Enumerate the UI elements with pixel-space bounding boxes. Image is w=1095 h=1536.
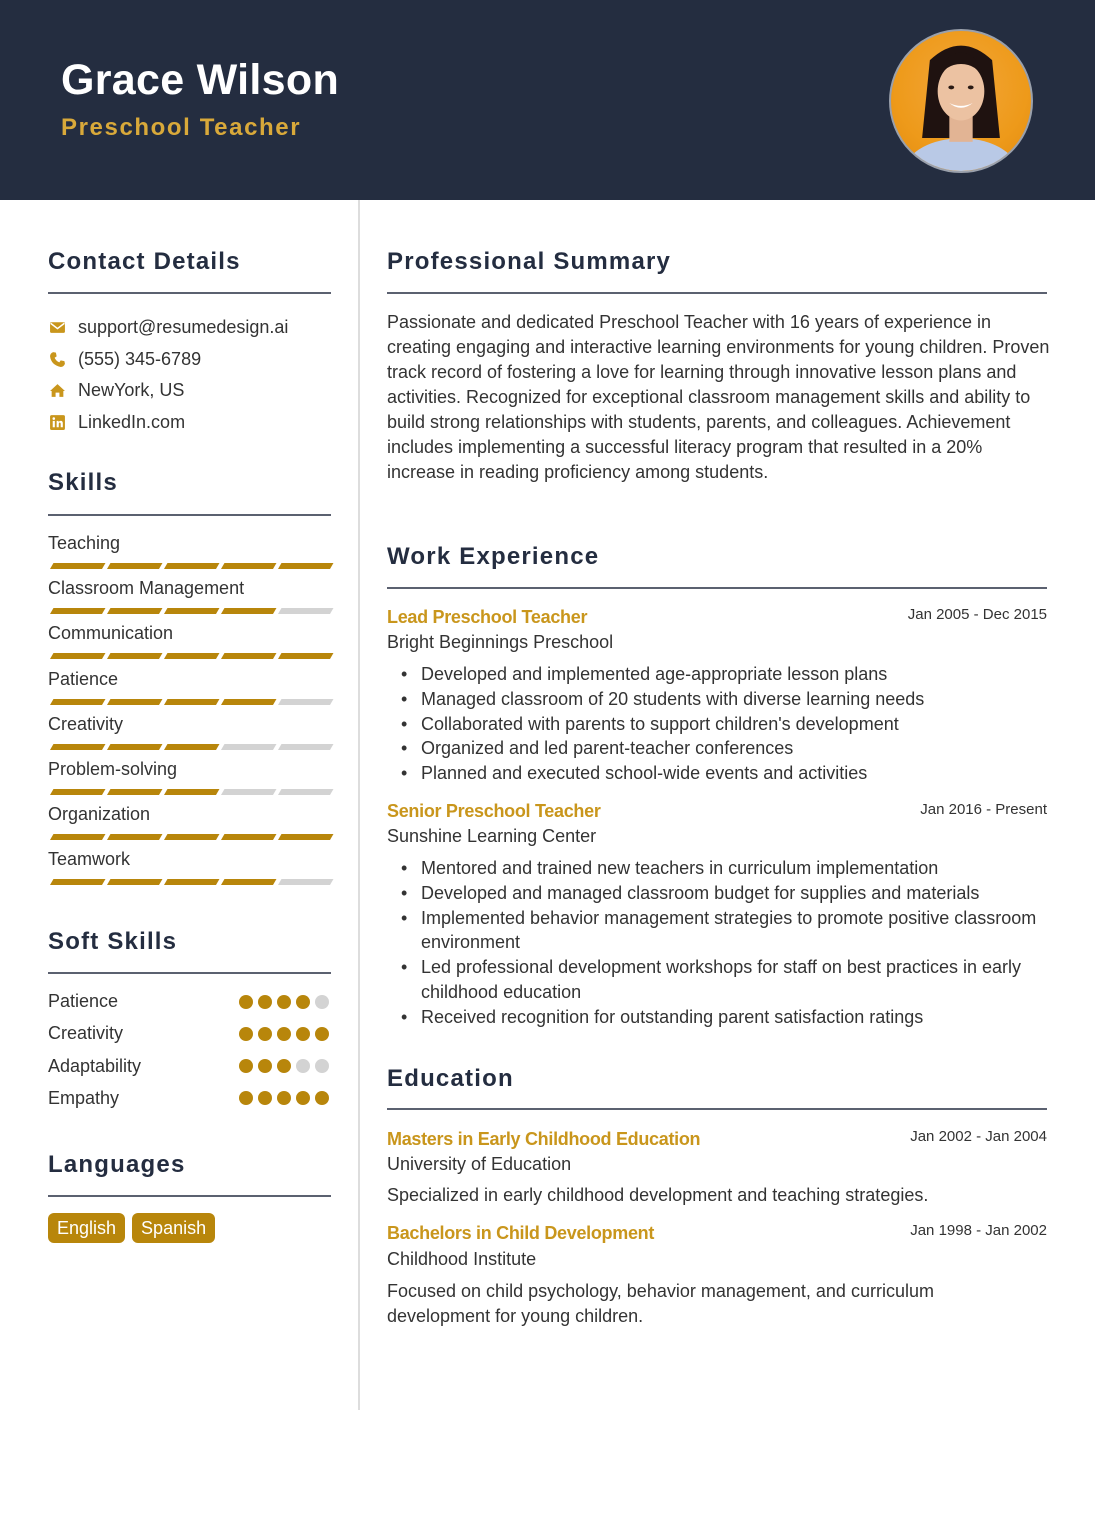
- degree-title: Bachelors in Child Development: [387, 1223, 655, 1243]
- school-name: Childhood Institute: [387, 1249, 537, 1269]
- skill-segment: [278, 834, 333, 840]
- soft-skill-rating: [239, 995, 329, 1009]
- skill-segment: [221, 699, 276, 705]
- skill-segment: [221, 563, 276, 569]
- envelope-icon: [48, 319, 66, 337]
- section-divider: [387, 292, 1047, 294]
- job-bullets: [421, 856, 1051, 1030]
- job-bullet: • Developed and managed classroom budget for supplies and materials: [421, 881, 1051, 906]
- education-section-title: Education: [387, 1065, 514, 1092]
- job-bullet: • Managed classroom of 20 students with diverse learning needs: [421, 687, 1051, 712]
- soft-skill-rating: [239, 1059, 329, 1073]
- job-bullet: • Mentored and trained new teachers in curriculum implementation: [421, 856, 1051, 881]
- skill-segment: [278, 563, 333, 569]
- soft-skill-row: [48, 1056, 331, 1077]
- job-date: Jan 2016 - Present: [920, 801, 1047, 818]
- contact-linkedin[interactable]: [48, 412, 185, 433]
- contact-phone-text: (555) 345-6789: [78, 349, 202, 369]
- rating-dot: [239, 1027, 253, 1041]
- languages-section-title: Languages: [48, 1151, 186, 1178]
- skill-level-bar: [49, 608, 330, 614]
- soft-skill-row: [48, 991, 331, 1012]
- job-bullet: • Collaborated with parents to support children's development: [421, 712, 1051, 737]
- job-title: Senior Preschool Teacher: [387, 801, 601, 821]
- skill-segment: [221, 879, 276, 885]
- skill-label: Teamwork: [48, 849, 131, 870]
- rating-dot: [239, 1059, 253, 1073]
- contact-phone[interactable]: [48, 349, 201, 370]
- rating-dot: [296, 995, 310, 1009]
- skill-level-bar: [49, 653, 330, 659]
- skill-segment: [164, 608, 219, 614]
- skill-segment: [107, 834, 162, 840]
- avatar-portrait-icon: [891, 31, 1031, 171]
- skill-segment: [107, 879, 162, 885]
- language-badge: English: [48, 1213, 125, 1243]
- skill-label: Creativity: [48, 713, 124, 734]
- skill-segment: [164, 699, 219, 705]
- languages-list: [48, 1213, 215, 1243]
- rating-dot: [315, 1027, 329, 1041]
- job-bullet: • Implemented behavior management strategies to promote positive classroom environment: [421, 906, 1051, 956]
- section-divider: [387, 587, 1047, 589]
- rating-dot: [277, 995, 291, 1009]
- section-divider: [48, 292, 331, 294]
- skill-label: Patience: [48, 668, 119, 689]
- rating-dot: [258, 1091, 272, 1105]
- education-date: Jan 1998 - Jan 2002: [910, 1222, 1047, 1239]
- candidate-role: Preschool Teacher: [61, 114, 302, 141]
- soft-skill-label: Patience: [48, 991, 119, 1011]
- skill-segment: [164, 744, 219, 750]
- skill-segment: [164, 834, 219, 840]
- soft-skill-label: Creativity: [48, 1023, 124, 1044]
- skill-segment: [164, 879, 219, 885]
- skill-segment: [278, 653, 333, 659]
- skill-segment: [278, 699, 333, 705]
- school-name: University of Education: [387, 1154, 572, 1174]
- skill-segment: [107, 563, 162, 569]
- contact-location-text: NewYork, US: [78, 380, 185, 400]
- section-divider: [387, 1108, 1047, 1110]
- soft-skills-section-title: Soft Skills: [48, 928, 178, 955]
- job-bullet: • Organized and led parent-teacher conferences: [421, 736, 1051, 761]
- contact-email-text: support@resumedesign.ai: [78, 317, 289, 337]
- rating-dot: [315, 995, 329, 1009]
- skill-segment: [278, 789, 333, 795]
- skill-segment: [164, 563, 219, 569]
- soft-skill-row: [48, 1088, 331, 1109]
- rating-dot: [239, 1091, 253, 1105]
- education-description: Focused on child psychology, behavior management, and curriculum development for young children.: [387, 1281, 934, 1326]
- contact-section-title: Contact Details: [48, 248, 241, 275]
- skill-segment: [164, 789, 219, 795]
- soft-skill-label: Adaptability: [48, 1055, 142, 1076]
- summary-section-title: Professional Summary: [387, 248, 672, 275]
- rating-dot: [258, 1027, 272, 1041]
- skill-level-bar: [49, 834, 330, 840]
- contact-linkedin-text: LinkedIn.com: [78, 412, 186, 432]
- contact-location: [48, 380, 184, 401]
- skill-segment: [278, 744, 333, 750]
- skill-segment: [107, 789, 162, 795]
- skill-segment: [278, 608, 333, 614]
- skill-level-bar: [49, 879, 330, 885]
- skill-label: Classroom Management: [48, 578, 245, 599]
- job-bullet: • Planned and executed school-wide events and activities: [421, 761, 1051, 786]
- skill-label: Problem-solving: [48, 759, 178, 779]
- soft-skill-rating: [239, 1027, 329, 1041]
- skill-level-bar: [49, 789, 330, 795]
- home-icon: [48, 382, 66, 400]
- degree-title: Masters in Early Childhood Education: [387, 1129, 701, 1149]
- skill-segment: [107, 608, 162, 614]
- skills-section-title: Skills: [48, 469, 118, 496]
- rating-dot: [315, 1059, 329, 1073]
- skill-segment: [164, 653, 219, 659]
- skill-segment: [50, 879, 105, 885]
- rating-dot: [277, 1059, 291, 1073]
- skill-segment: [221, 608, 276, 614]
- language-badge: Spanish: [132, 1213, 215, 1243]
- skill-segment: [107, 744, 162, 750]
- summary-text: Passionate and dedicated Preschool Teacher with 16 years of experience in creating engaging and interactive learning environments for young children. Proven track record of fostering a love for learning through innovative lesson plans and activities. Recognized for exceptional classroom management skills and ability to build strong relationships with students, parents, and colleagues. Achievement includes implementing a successful literacy program that resulted in a 20% increase in reading proficiency among students.: [387, 312, 1050, 482]
- rating-dot: [239, 995, 253, 1009]
- skill-segment: [50, 563, 105, 569]
- skill-segment: [278, 879, 333, 885]
- skill-segment: [107, 699, 162, 705]
- rating-dot: [296, 1027, 310, 1041]
- job-bullet: • Led professional development workshops for staff on best practices in early childhood education: [421, 955, 1051, 1005]
- skill-segment: [221, 789, 276, 795]
- job-organization: Bright Beginnings Preschool: [387, 632, 614, 652]
- skill-segment: [50, 744, 105, 750]
- rating-dot: [258, 995, 272, 1009]
- phone-icon: [48, 351, 66, 369]
- section-divider: [48, 972, 331, 974]
- skill-level-bar: [49, 744, 330, 750]
- skill-segment: [107, 653, 162, 659]
- job-bullets: [421, 662, 1051, 786]
- skill-level-bar: [49, 563, 330, 569]
- skill-segment: [50, 789, 105, 795]
- skill-segment: [50, 653, 105, 659]
- profile-photo: [889, 29, 1033, 173]
- rating-dot: [315, 1091, 329, 1105]
- rating-dot: [258, 1059, 272, 1073]
- soft-skill-label: Empathy: [48, 1087, 120, 1108]
- job-organization: Sunshine Learning Center: [387, 826, 597, 846]
- education-description: Specialized in early childhood development and teaching strategies.: [387, 1185, 929, 1205]
- skill-level-bar: [49, 699, 330, 705]
- skill-segment: [221, 653, 276, 659]
- skill-segment: [50, 608, 105, 614]
- job-title: Lead Preschool Teacher: [387, 607, 588, 627]
- rating-dot: [296, 1059, 310, 1073]
- education-date: Jan 2002 - Jan 2004: [910, 1128, 1047, 1145]
- skill-segment: [50, 699, 105, 705]
- rating-dot: [277, 1091, 291, 1105]
- contact-email[interactable]: [48, 317, 288, 338]
- rating-dot: [277, 1027, 291, 1041]
- job-bullet: • Developed and implemented age-appropriate lesson plans: [421, 662, 1051, 687]
- soft-skill-row: [48, 1023, 331, 1044]
- skill-label: Teaching: [48, 533, 121, 553]
- candidate-name: Grace Wilson: [61, 56, 340, 104]
- skill-label: Organization: [48, 804, 151, 825]
- section-divider: [48, 1195, 331, 1197]
- skill-segment: [221, 744, 276, 750]
- experience-section-title: Work Experience: [387, 543, 600, 570]
- skill-segment: [221, 834, 276, 840]
- skill-segment: [50, 834, 105, 840]
- section-divider: [48, 514, 331, 516]
- rating-dot: [296, 1091, 310, 1105]
- skill-label: Communication: [48, 623, 174, 644]
- job-bullet: • Received recognition for outstanding parent satisfaction ratings: [421, 1005, 1051, 1030]
- column-divider: [358, 200, 360, 1410]
- soft-skill-rating: [239, 1091, 329, 1105]
- job-date: Jan 2005 - Dec 2015: [907, 606, 1047, 623]
- linkedin-icon: [48, 414, 66, 432]
- resume-header: [0, 0, 1095, 200]
